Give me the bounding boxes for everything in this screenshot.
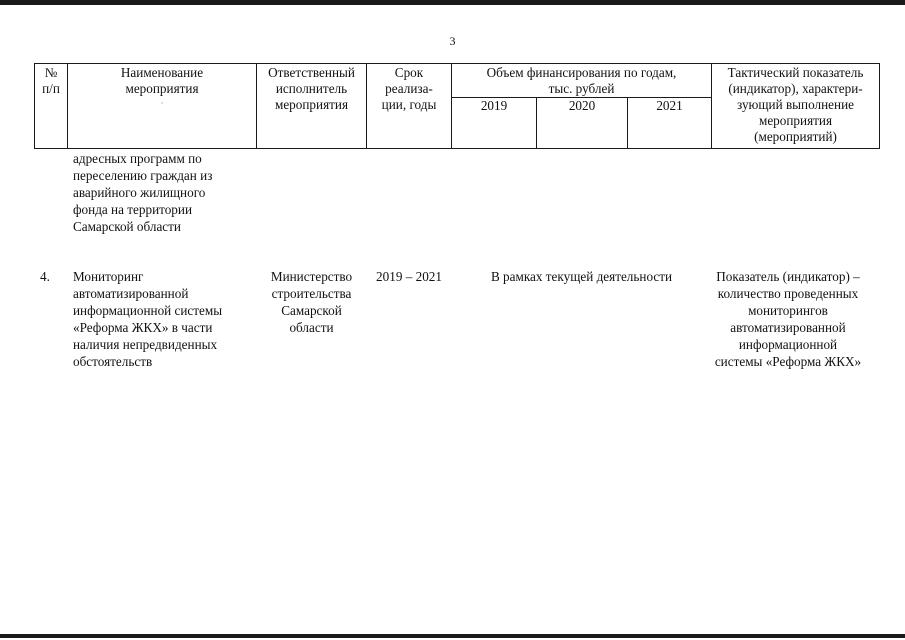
header-num xyxy=(35,65,67,97)
header-period-line: Срок xyxy=(394,65,424,80)
row4-indicator xyxy=(697,268,879,370)
continuation-line: аварийного жилищного xyxy=(73,185,206,200)
continuation-line: переселению граждан из xyxy=(73,168,213,183)
row4-name-line: «Реформа ЖКХ» в части xyxy=(73,320,213,335)
page-number: 3 xyxy=(449,34,456,48)
header-year-2020: 2020 xyxy=(568,98,596,113)
header-num-line: № xyxy=(44,65,58,80)
table-header xyxy=(34,63,880,149)
header-period-line: ции, годы xyxy=(381,97,437,112)
bottom-border xyxy=(0,634,905,638)
header-indicator-line: Тактический показатель xyxy=(727,65,864,80)
row4-name-line: наличия непредвиденных xyxy=(73,337,218,352)
header-indicator-line: мероприятия xyxy=(758,113,833,128)
header-executor-line: исполнитель xyxy=(275,81,348,96)
top-border xyxy=(0,0,905,5)
continuation-line: адресных программ по xyxy=(73,151,202,166)
row4-name-line: информационной системы xyxy=(73,303,223,318)
row4-indicator-line: системы «Реформа ЖКХ» xyxy=(714,354,862,369)
row4-executor-line: Самарской xyxy=(281,303,342,318)
header-period-line: реализа- xyxy=(385,81,433,96)
row4-executor-line: области xyxy=(289,320,334,335)
header-executor xyxy=(257,65,366,113)
row4-indicator-line: автоматизированной xyxy=(730,320,846,335)
header-indicator-line: (мероприятий) xyxy=(754,129,837,144)
header-bottom-rule xyxy=(34,148,880,149)
header-name-line: Наименование xyxy=(120,65,204,80)
header-indicator xyxy=(712,65,879,145)
header-funding-line: тыс. рублей xyxy=(548,81,615,96)
row4-executor-line: строительства xyxy=(271,286,352,301)
row4-executor-line: Министерство xyxy=(270,269,353,284)
row4-executor xyxy=(257,268,366,336)
row4-name-line: Мониторинг xyxy=(73,269,144,284)
row4-name-line: автоматизированной xyxy=(73,286,189,301)
header-indicator-line: зующий выполнение xyxy=(737,97,854,112)
continuation-text xyxy=(73,150,253,235)
row4-period: 2019 – 2021 xyxy=(376,269,442,284)
header-num-line: п/п xyxy=(42,81,60,96)
header-funding xyxy=(452,65,711,97)
header-name xyxy=(68,65,256,109)
col-border xyxy=(879,63,880,149)
header-top-rule xyxy=(34,63,880,64)
header-indicator-line: (индикатор), характери- xyxy=(728,81,863,96)
row4-indicator-line: Показатель (индикатор) – xyxy=(716,269,860,284)
header-funding-line: Объем финансирования по годам, xyxy=(486,65,677,80)
continuation-line: фонда на территории xyxy=(73,202,193,217)
row4-indicator-line: мониторингов xyxy=(748,303,828,318)
row4-funding: В рамках текущей деятельности xyxy=(490,269,673,284)
header-year-2021: 2021 xyxy=(656,98,683,113)
header-name-mark: · xyxy=(160,98,164,108)
header-year-2019: 2019 xyxy=(480,98,508,113)
header-executor-line: мероприятия xyxy=(274,97,349,112)
header-executor-line: Ответственный xyxy=(268,65,355,80)
row4-indicator-line: информационной xyxy=(738,337,838,352)
row4-name xyxy=(73,268,253,370)
header-period xyxy=(367,65,451,113)
continuation-line: Самарской области xyxy=(73,219,181,234)
row4-name-line: обстоятельств xyxy=(73,354,153,369)
row4-num: 4. xyxy=(40,269,50,284)
row4-indicator-line: количество проведенных xyxy=(717,286,859,301)
header-name-line: мероприятия xyxy=(125,81,199,96)
